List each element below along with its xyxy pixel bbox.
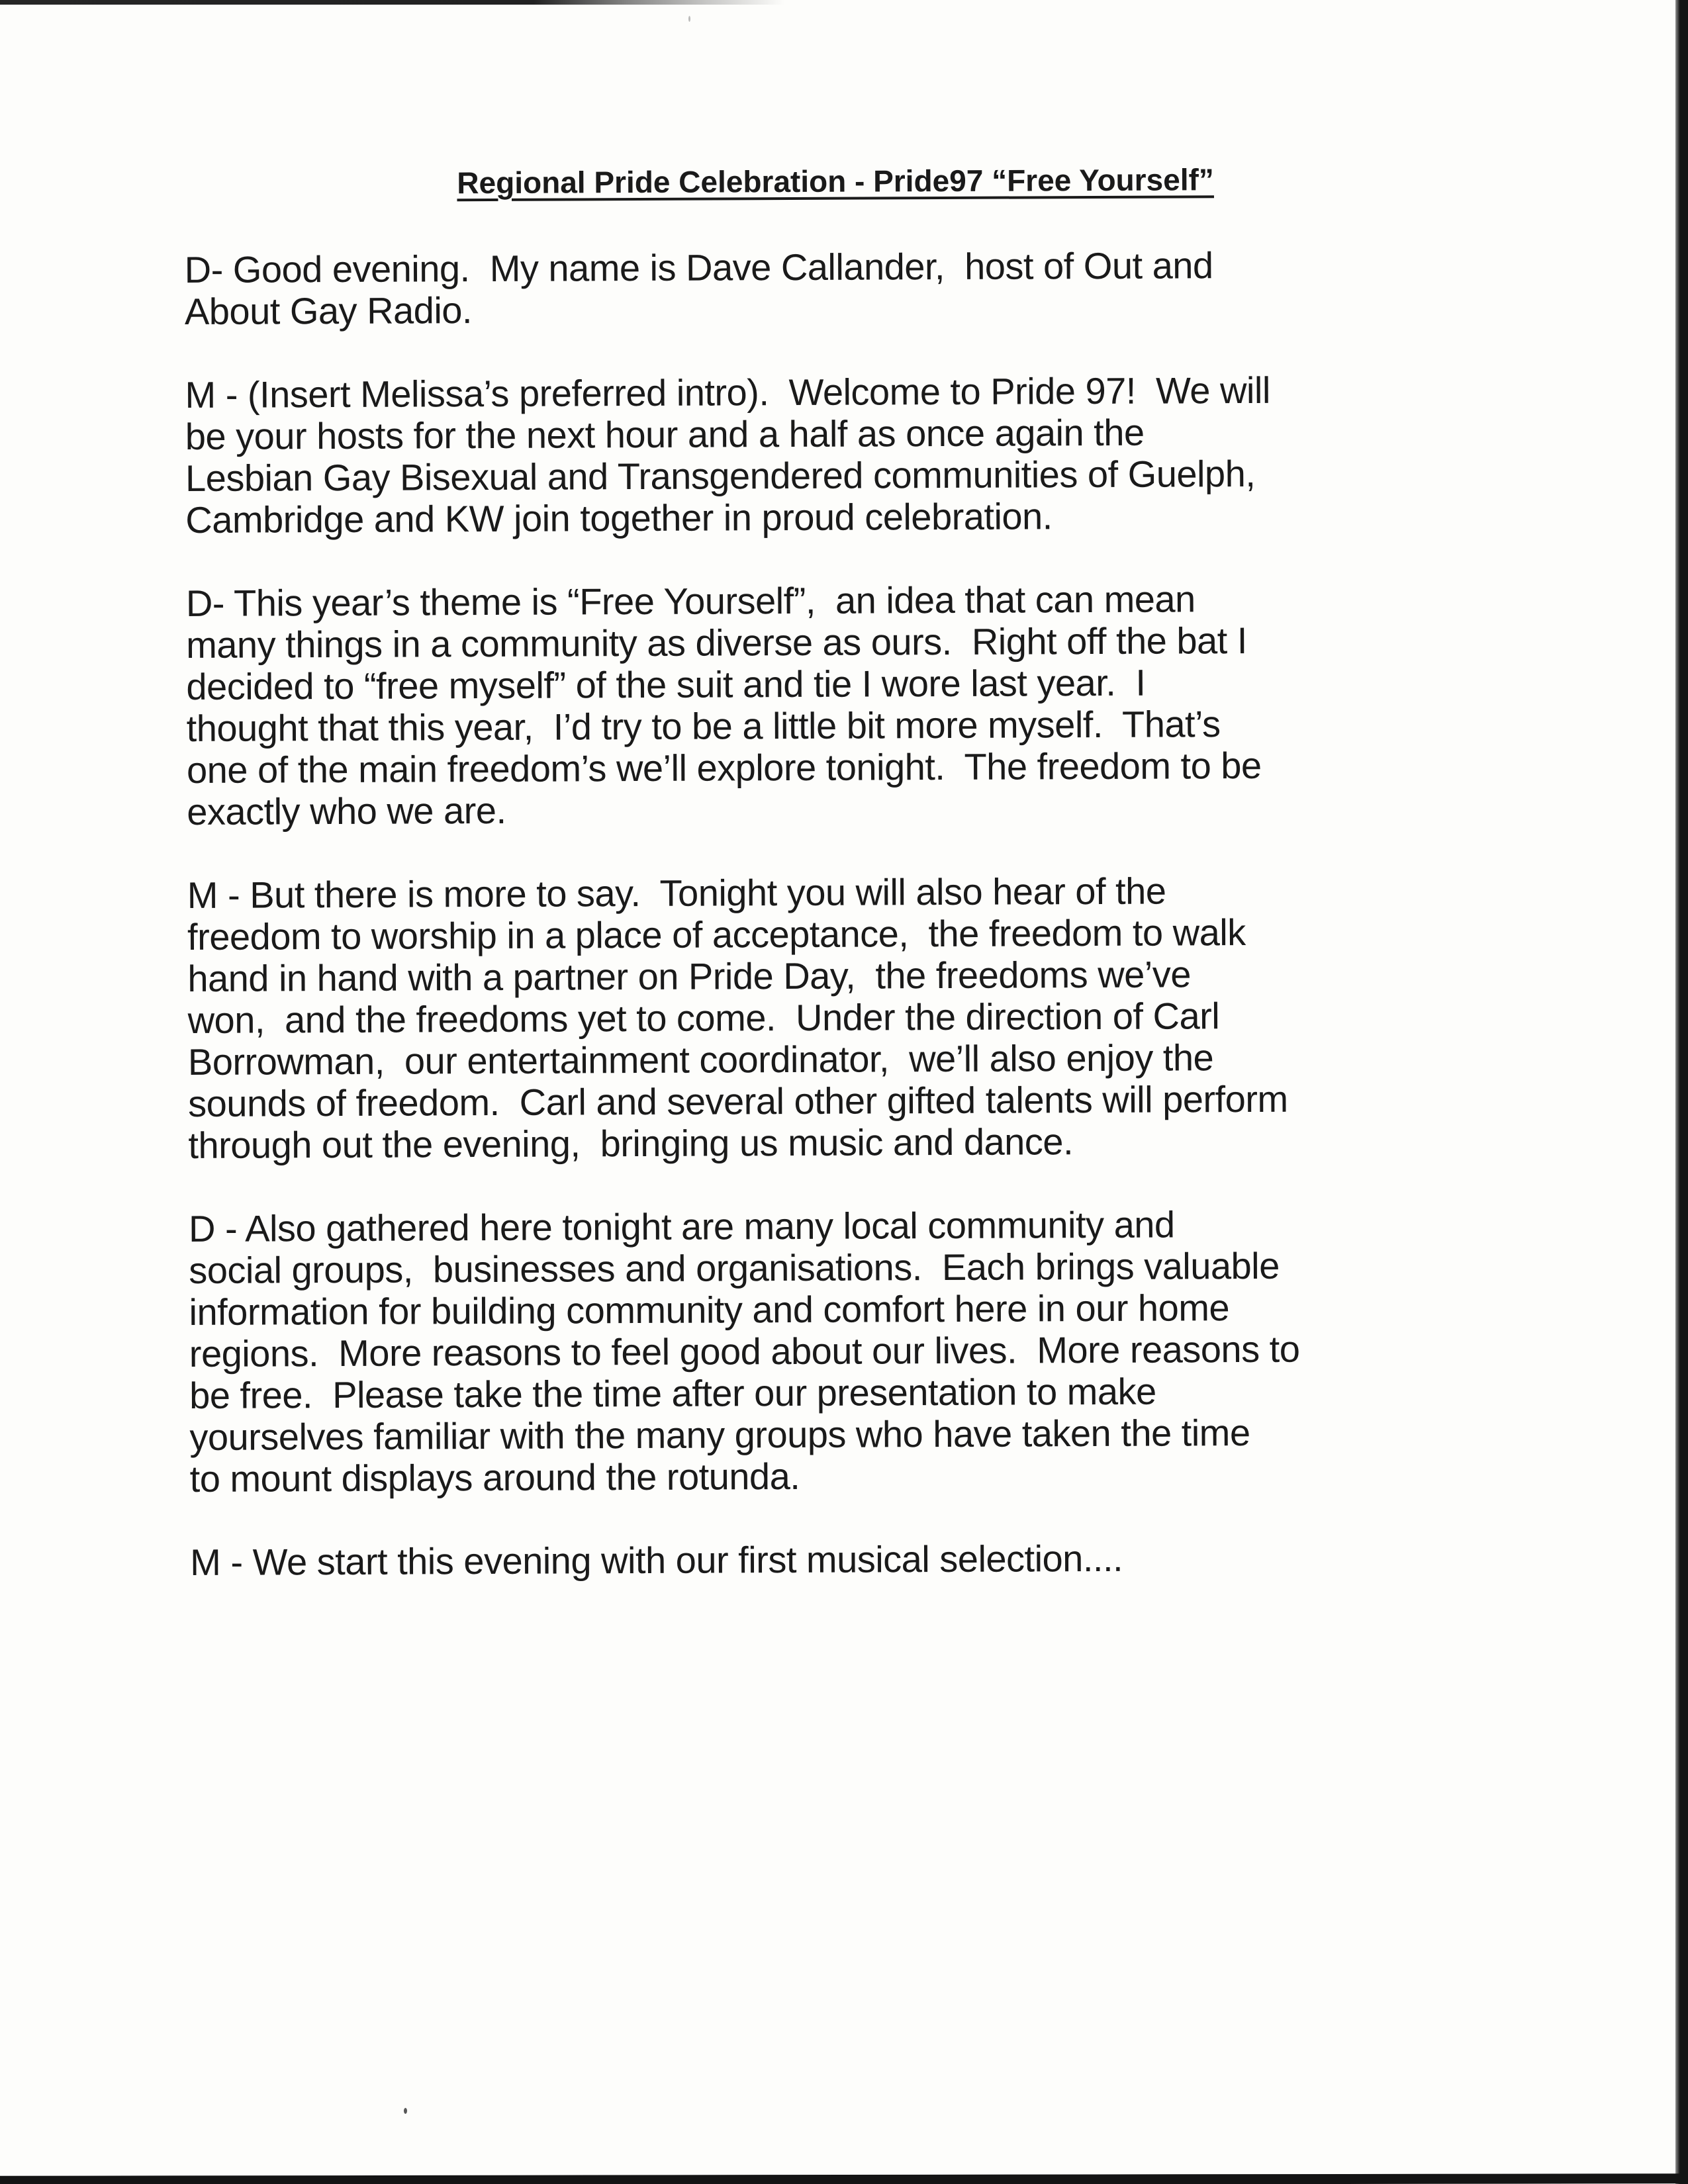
script-paragraph-d-groups: D - Also gathered here tonight are many local community and social groups, businesses and organisations. Each brings valuable information for building community and comfort here in our home regions. More reasons to feel good about our lives. More reasons to be free. Please take the time after our presentation to make yourselves familiar with the many groups who have taken the time to mount displays around the rotunda. [188,1203,1300,1500]
script-paragraph-d-theme: D- This year’s theme is “Free Yourself”, an idea that can mean many things in a community as diverse as ours. Right off the bat I decided to “free myself” of the suit and tie I wore last year. I thought that this year, I’d try to be a little bit more myself. That’s one of the main freedom’s we’ll explore tonight. The freedom to be exactly who we are. [185,578,1262,833]
script-paragraph-d-intro: D- Good evening. My name is Dave Callander, host of Out and About Gay Radio. [184,244,1213,332]
document-content [184,158,1493,1625]
scan-artifact-right-edge [1675,0,1688,2184]
script-paragraph-m-welcome: M - (Insert Melissa’s preferred intro). Welcome to Pride 97! We will be your hosts for the next hour and a half as once again the Lesbian Gay Bisexual and Transgendered communities of Guelph, Cambridge and KW join together in proud celebration. [185,369,1270,541]
script-paragraph-m-freedoms: M - But there is more to say. Tonight you will also hear of the freedom to worship in a place of acceptance, the freedom to walk hand in hand with a partner on Pride Day, the freedoms we’ve won, and the freedoms yet to come. Under the direction of Carl Borrowman, our entertainment coordinator, we’ll also enjoy the sounds of freedom. Carl and several other gifted talents will perform through out the evening, bringing us music and dance. [187,870,1288,1166]
scan-speck [688,16,690,22]
scan-speck [404,2108,407,2114]
scan-artifact-top-edge [0,0,784,5]
document-title: Regional Pride Celebration - Pride97 “Free Yourself” [457,162,1214,201]
script-paragraph-m-music: M - We start this evening with our first musical selection.... [190,1537,1123,1583]
scan-artifact-bottom-edge [0,2173,1688,2184]
